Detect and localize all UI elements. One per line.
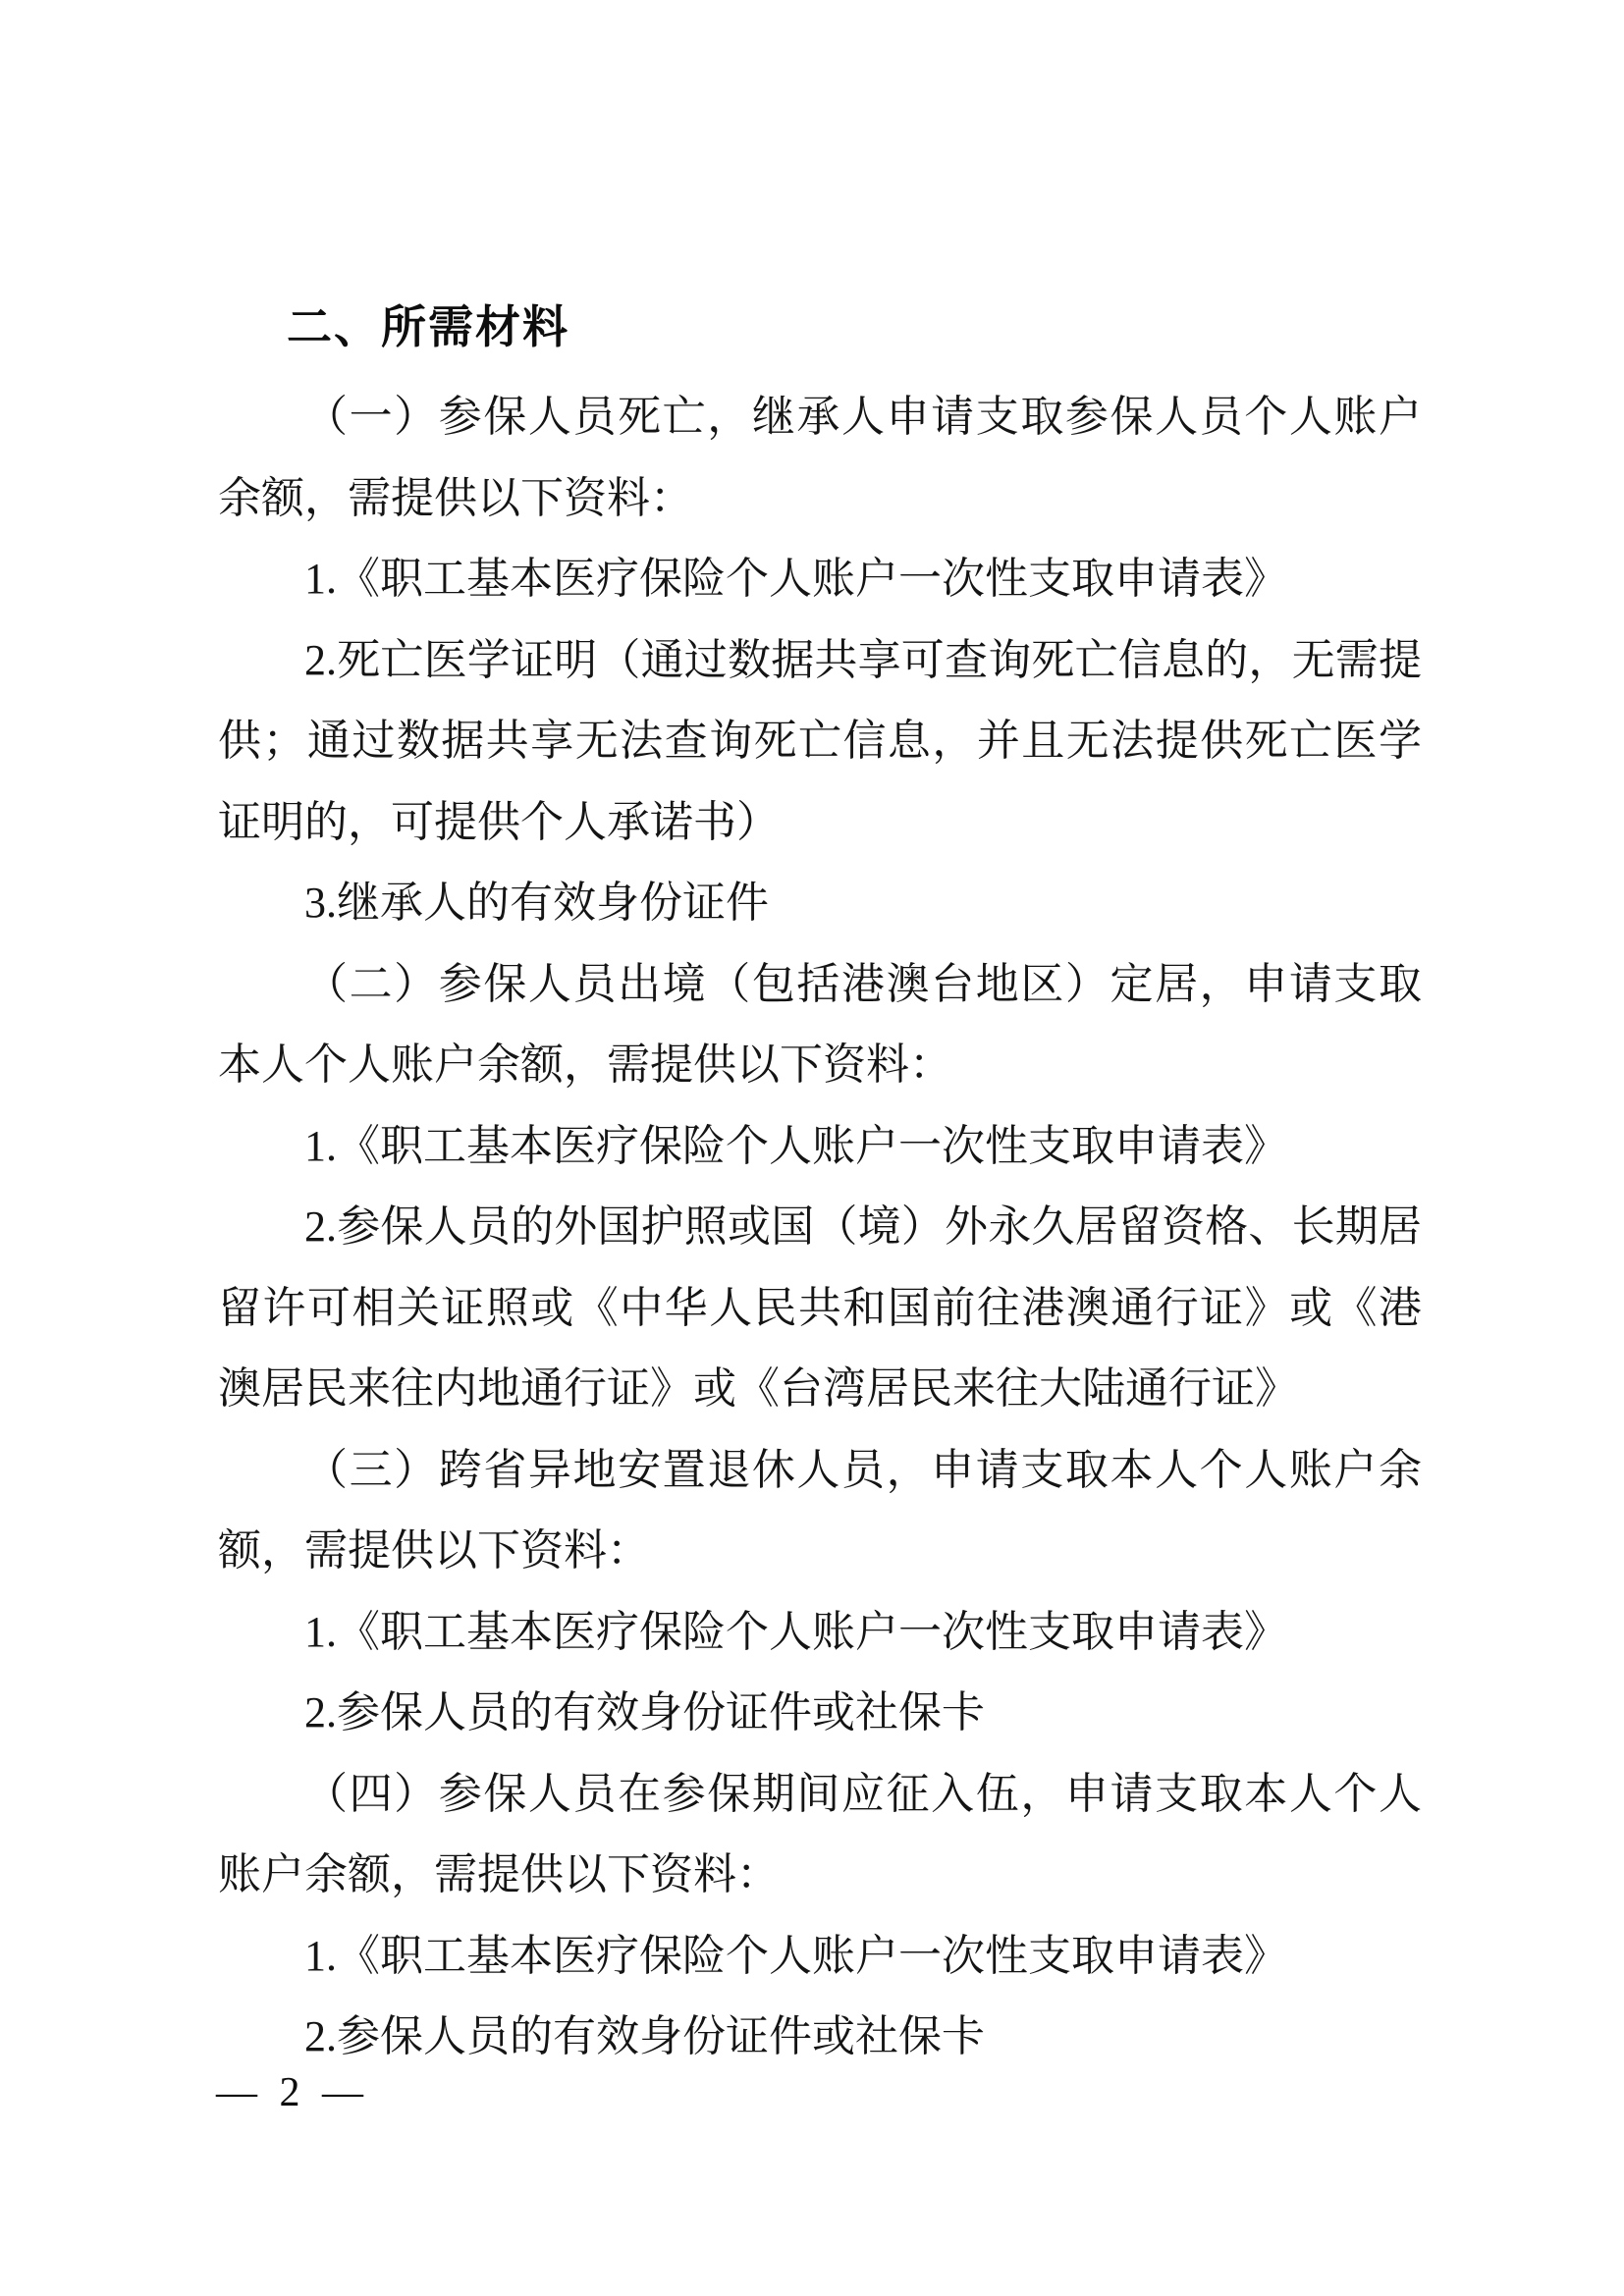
paragraph: 1.《职工基本医疗保险个人账户一次性支取申请表》 [304, 1931, 1287, 1980]
paragraph: 3.继承人的有效身份证件 [304, 879, 769, 927]
paragraph: （三）跨省异地安置退休人员，申请支取本人个人账户余额，需提供以下资料： [218, 1445, 1422, 1575]
paragraph: （一）参保人员死亡，继承人申请支取参保人员个人账户余额，需提供以下资料： [218, 393, 1422, 522]
paragraph: 2.参保人员的有效身份证件或社保卡 [304, 1688, 985, 1736]
section-heading: 二、所需材料 [287, 301, 569, 352]
paragraph: 2.参保人员的外国护照或国（境）外永久居留资格、长期居留许可相关证照或《中华人民共和国前往港澳通行证》或《港澳居民来往内地通行证》或《台湾居民来往大陆通行证》 [218, 1202, 1422, 1413]
paragraph: 2.参保人员的有效身份证件或社保卡 [304, 2012, 985, 2060]
paragraph: （二）参保人员出境（包括港澳台地区）定居，申请支取本人个人账户余额，需提供以下资料： [218, 959, 1422, 1089]
document-body [218, 377, 1422, 2078]
document-content [218, 287, 1422, 2078]
page-number: — 2 — [216, 2070, 369, 2115]
paragraph: 1.《职工基本医疗保险个人账户一次性支取申请表》 [304, 1607, 1287, 1656]
paragraph: 1.《职工基本医疗保险个人账户一次性支取申请表》 [304, 1121, 1287, 1170]
paragraph: 1.《职工基本医疗保险个人账户一次性支取申请表》 [304, 555, 1287, 603]
paragraph: （四）参保人员在参保期间应征入伍，申请支取本人个人账户余额，需提供以下资料： [218, 1769, 1422, 1898]
paragraph: 2.死亡医学证明（通过数据共享可查询死亡信息的，无需提供；通过数据共享无法查询死亡信息，并且无法提供死亡医学证明的，可提供个人承诺书） [218, 635, 1422, 846]
